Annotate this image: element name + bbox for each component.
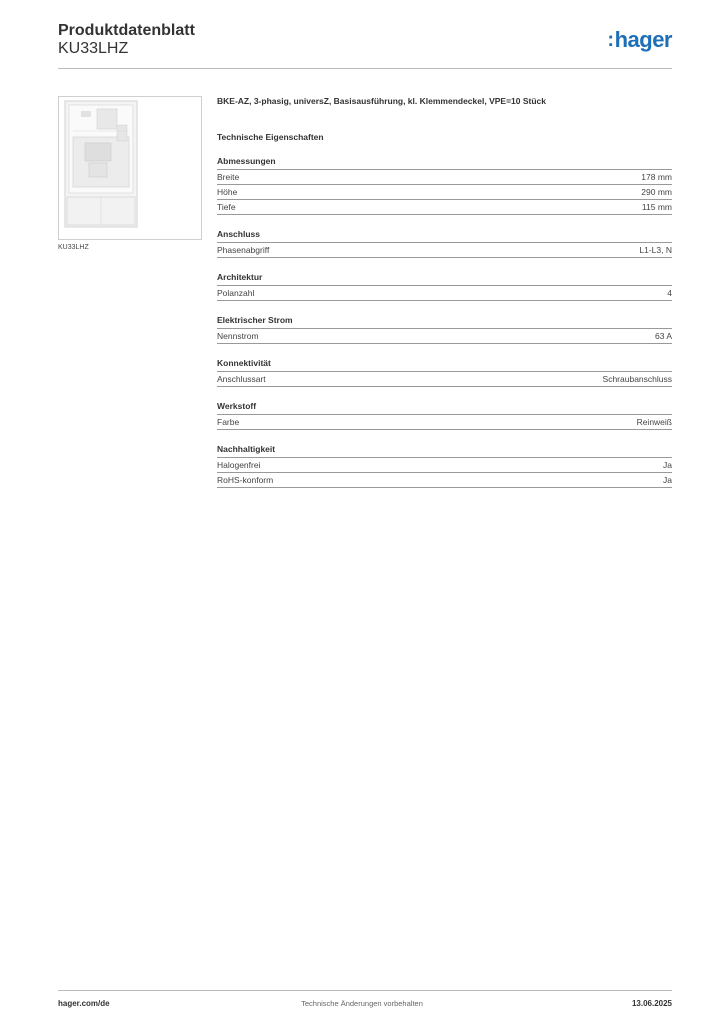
section-heading: Abmessungen <box>217 156 672 170</box>
property-value: 290 mm <box>641 187 672 197</box>
property-row <box>217 415 672 430</box>
product-code: KU33LHZ <box>58 40 129 57</box>
section-heading: Anschluss <box>217 229 672 243</box>
page-title: Produktdatenblatt <box>58 22 195 39</box>
footer-website: hager.com/de <box>58 999 110 1008</box>
content-area <box>217 96 672 488</box>
product-image-caption: KU33LHZ <box>58 244 89 251</box>
technical-properties-title: Technische Eigenschaften <box>217 132 324 142</box>
product-image <box>58 96 202 240</box>
property-label: Polanzahl <box>217 288 255 298</box>
property-section <box>217 444 672 488</box>
property-label: Breite <box>217 172 240 182</box>
property-label: Nennstrom <box>217 331 259 341</box>
property-row <box>217 185 672 200</box>
property-label: Tiefe <box>217 202 236 212</box>
property-section <box>217 229 672 258</box>
logo-dots-icon: : <box>607 29 614 51</box>
property-section <box>217 401 672 430</box>
property-label: Phasenabgriff <box>217 245 270 255</box>
section-heading: Nachhaltigkeit <box>217 444 672 458</box>
property-row <box>217 170 672 185</box>
property-value: 178 mm <box>641 172 672 182</box>
section-heading: Werkstoff <box>217 401 672 415</box>
property-label: Anschlussart <box>217 374 266 384</box>
property-value: 115 mm <box>641 202 672 212</box>
footer-notice: Technische Änderungen vorbehalten <box>301 999 423 1008</box>
property-row <box>217 329 672 344</box>
property-value: Ja <box>663 460 672 470</box>
property-label: Halogenfrei <box>217 460 261 470</box>
product-description: BKE-AZ, 3-phasig, universZ, Basisausführung, kl. Klemmendeckel, VPE=10 Stück <box>217 96 547 106</box>
property-label: Farbe <box>217 417 240 427</box>
hager-logo: :hager <box>607 27 672 52</box>
header-divider <box>58 68 672 69</box>
property-row <box>217 243 672 258</box>
section-heading: Konnektivität <box>217 358 672 372</box>
property-row <box>217 473 672 488</box>
property-label: Höhe <box>217 187 238 197</box>
property-value: Reinweiß <box>636 417 672 427</box>
property-value: L1-L3, N <box>639 245 672 255</box>
property-row <box>217 200 672 215</box>
property-row <box>217 286 672 301</box>
property-label: RoHS-konform <box>217 475 274 485</box>
property-section <box>217 358 672 387</box>
property-value: 4 <box>667 288 672 298</box>
property-value: Schraubanschluss <box>602 374 672 384</box>
footer-divider <box>58 990 672 991</box>
property-row <box>217 458 672 473</box>
property-value: 63 A <box>654 331 672 341</box>
property-value: Ja <box>663 475 672 485</box>
property-row <box>217 372 672 387</box>
property-section <box>217 315 672 344</box>
properties-sections <box>217 156 672 488</box>
property-section <box>217 156 672 215</box>
footer-date: 13.06.2025 <box>631 999 672 1008</box>
section-heading: Elektrischer Strom <box>217 315 672 329</box>
section-heading: Architektur <box>217 272 672 286</box>
property-section <box>217 272 672 301</box>
